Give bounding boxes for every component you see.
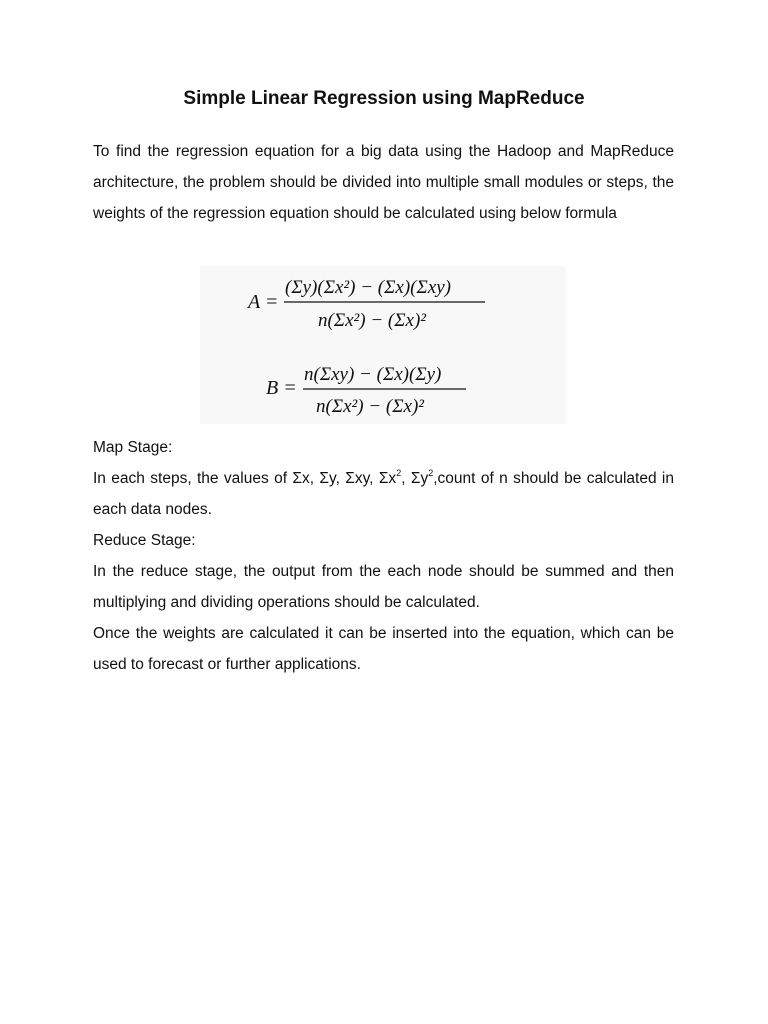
formula-a-numerator: (Σy)(Σx²) − (Σx)(Σxy) (285, 277, 451, 298)
intro-paragraph: To find the regression equation for a big data using the Hadoop and MapReduce architecture, the problem should be divided into multiple small modules or steps, the weights of the regression equation should be calculated using below formula (93, 143, 674, 222)
reduce-stage-heading: Reduce Stage: (93, 532, 196, 549)
map-text-part3: ,count of n should be calculated in each data nodes. (93, 470, 674, 518)
map-stage-paragraph (93, 463, 674, 525)
map-text-part2: , Σy (401, 470, 429, 487)
formula-a-lhs: A = (248, 291, 279, 313)
map-stage-heading: Map Stage: (93, 439, 173, 456)
formula-b-denominator: n(Σx²) − (Σx)² (316, 396, 424, 417)
formula-b-numerator: n(Σxy) − (Σx)(Σy) (304, 364, 442, 385)
formula-image (200, 266, 566, 424)
reduce-stage-paragraph: In the reduce stage, the output from the each node should be summed and then multiplying and dividing operations should be calculated. (93, 563, 674, 611)
map-text-superscript-1: 2 (396, 467, 402, 478)
formula-a-denominator: n(Σx²) − (Σx)² (318, 310, 426, 331)
closing-paragraph: Once the weights are calculated it can be inserted into the equation, which can be used to forecast or further applications. (93, 625, 674, 673)
page-title: Simple Linear Regression using MapReduce (183, 88, 585, 109)
formula-b-lhs: B = (266, 377, 297, 399)
map-text-part1: In each steps, the values of Σx, Σy, Σxy, Σx (93, 470, 397, 487)
map-text-superscript-2: 2 (428, 467, 434, 478)
